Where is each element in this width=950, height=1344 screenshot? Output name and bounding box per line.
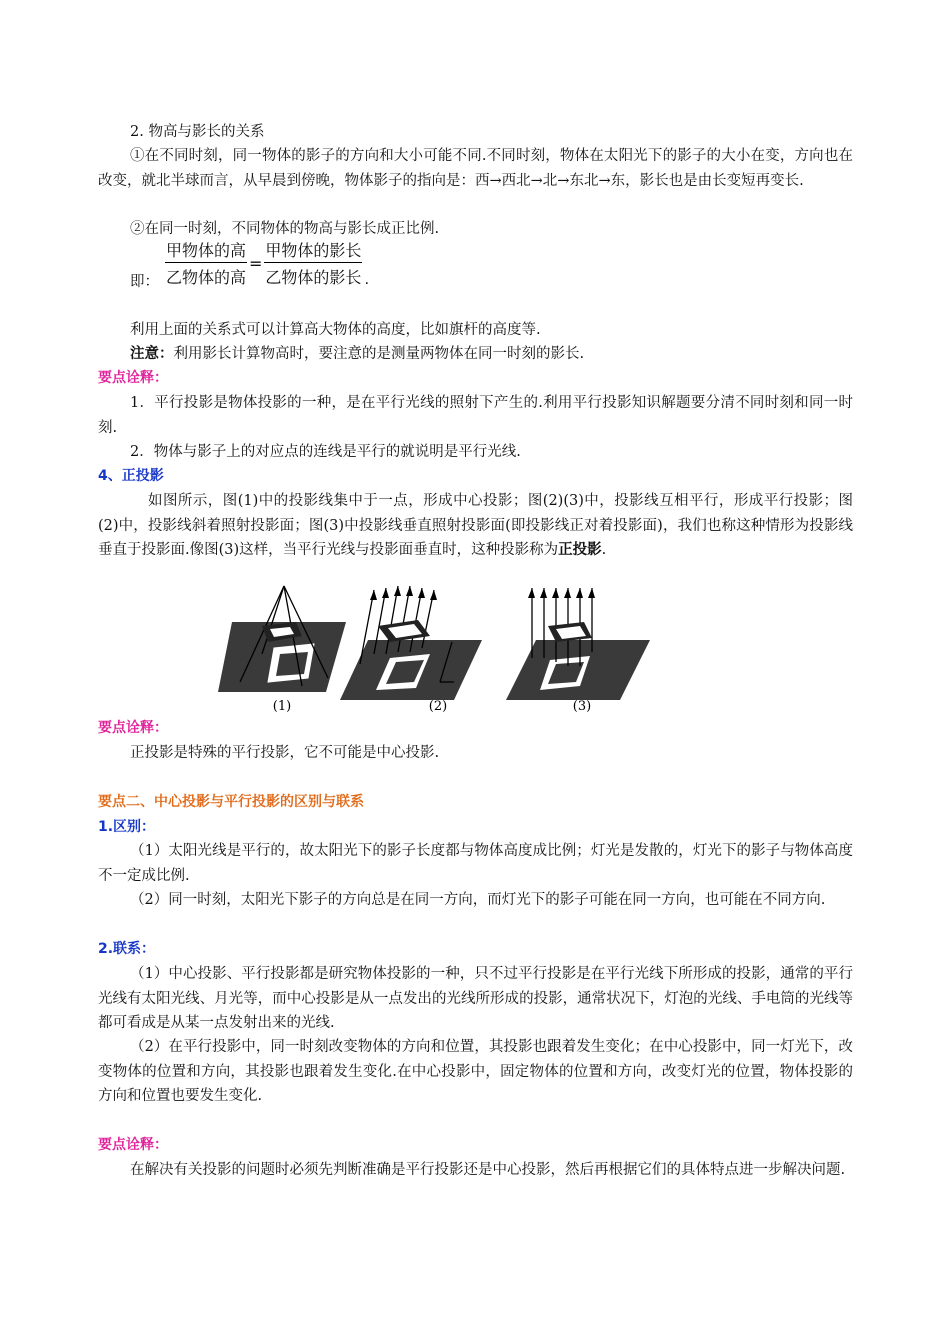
numerator-height-a: 甲物体的高: [165, 238, 247, 263]
tip-1-item-1: 1．平行投影是物体投影的一种，是在平行光线的照射下产生的.利用平行投影知识解题要分清不同时刻和同一时刻.: [98, 395, 853, 436]
figure-orthographic-projection: [506, 588, 650, 700]
note-text: 利用影长计算物高时，要注意的是测量两物体在同一时刻的影长.: [173, 346, 585, 362]
figure-label-1: (1): [272, 699, 292, 714]
formula-prefix: 即：: [130, 274, 159, 290]
figure-label-3: (3): [572, 699, 592, 714]
tip-3-text: 在解决有关投影的问题时必须先判断准确是平行投影还是中心投影，然后再根据它们的具体特点进一步解决问题.: [130, 1162, 846, 1178]
figure-oblique-parallel-projection: [340, 586, 482, 700]
fraction-shadow: [264, 238, 362, 288]
note-paragraph: [98, 342, 853, 367]
figure-label-2: (2): [428, 699, 448, 714]
connection-title: 2.联系：: [98, 941, 156, 957]
denominator-shadow-b: 乙物体的影长: [265, 268, 362, 287]
note-label: 注意：: [130, 345, 174, 362]
difference-item-2: （2）同一时刻，太阳光下影子的方向总是在同一方向，而灯光下的影子可能在同一方向，也可能在不同方向.: [130, 892, 826, 908]
connection-item-1: （1）中心投影、平行投影都是研究物体投影的一种，只不过平行投影是在平行光线下所形成的投影，通常的平行光线有太阳光线、月光等，而中心投影是从一点发出的光线所形成的投影，通常状况下，灯泡的光线、手电筒的光线等都可看成是从某一点发射出来的光线.: [98, 966, 853, 1031]
tip-1-title: 要点诠释：: [98, 370, 168, 386]
connection-item-2: （2）在平行投影中，同一时刻改变物体的方向和位置，其投影也跟着发生变化；在中心投影中，同一灯光下，改变物体的位置和方向，其投影也跟着发生变化.在中心投影中，固定物体的位置和方向，改变灯光的位置，物体投影的方向和位置也要发生变化.: [98, 1039, 853, 1104]
formula-suffix: .: [364, 272, 370, 288]
part-2-title: 要点二、中心投影与平行投影的区别与联系: [98, 794, 364, 810]
tip-2-text: 正投影是特殊的平行投影，它不可能是中心投影.: [130, 745, 440, 761]
equals-sign: =: [249, 253, 263, 273]
section-2-paragraph-3: 利用上面的关系式可以计算高大物体的高度，比如旗杆的高度等.: [130, 322, 541, 338]
tip-3-title: 要点诠释：: [98, 1137, 168, 1153]
difference-item-1: （1）太阳光线是平行的，故太阳光下的影子长度都与物体高度成比例；灯光是发散的，灯光下的影子与物体高度不一定成比例.: [98, 843, 853, 884]
numerator-shadow-a: 甲物体的影长: [264, 238, 362, 263]
section-4-paragraph: 如图所示，图(1)中的投影线集中于一点，形成中心投影；图(2)(3)中，投影线互相平行，形成平行投影；图(2)中，投影线斜着照射投影面；图(3)中投影线垂直照射投影面(即投影线正对着投影面)，我们也称这种情形为投影线垂直于投影面.像图(3)这样，当平行光线与投影面垂直时，这种投影称为正投影.: [98, 493, 853, 558]
section-4-title: 4、正投影: [98, 468, 164, 484]
projection-figures: [210, 582, 650, 718]
section-2-title: 2. 物高与影长的关系: [130, 124, 265, 140]
tip-1-item-2: 2．物体与影子上的对应点的连线是平行的就说明是平行光线.: [130, 444, 521, 460]
section-2-paragraph-2: ②在同一时刻，不同物体的物高与影长成正比例.: [130, 221, 440, 237]
difference-title: 1.区别：: [98, 819, 156, 835]
tip-2-title: 要点诠释：: [98, 720, 168, 736]
fraction-height: [165, 238, 247, 288]
figure-central-projection: [218, 586, 346, 692]
section-2-paragraph-1: ①在不同时刻，同一物体的影子的方向和大小可能不同.不同时刻，物体在太阳光下的影子的大小在变，方向也在改变，就北半球而言，从早晨到傍晚，物体影子的指向是：西→西北→北→东北→东，影长也是由长变短再变长.: [98, 148, 853, 189]
orthographic-projection-term: 正投影: [558, 541, 602, 558]
section-4-text: 如图所示，图(1)中的投影线集中于一点，形成中心投影；图(2)(3)中，投影线互相平行，形成平行投影；图(2)中，投影线斜着照射投影面；图(3)中投影线垂直照射投影面(即投影线正对着投影面)，我们也称这种情形为投影线垂直于投影面.像图(3)这样，当平行光线与投影面垂直时，这种投影称为: [98, 493, 853, 558]
denominator-height-b: 乙物体的高: [166, 268, 247, 287]
